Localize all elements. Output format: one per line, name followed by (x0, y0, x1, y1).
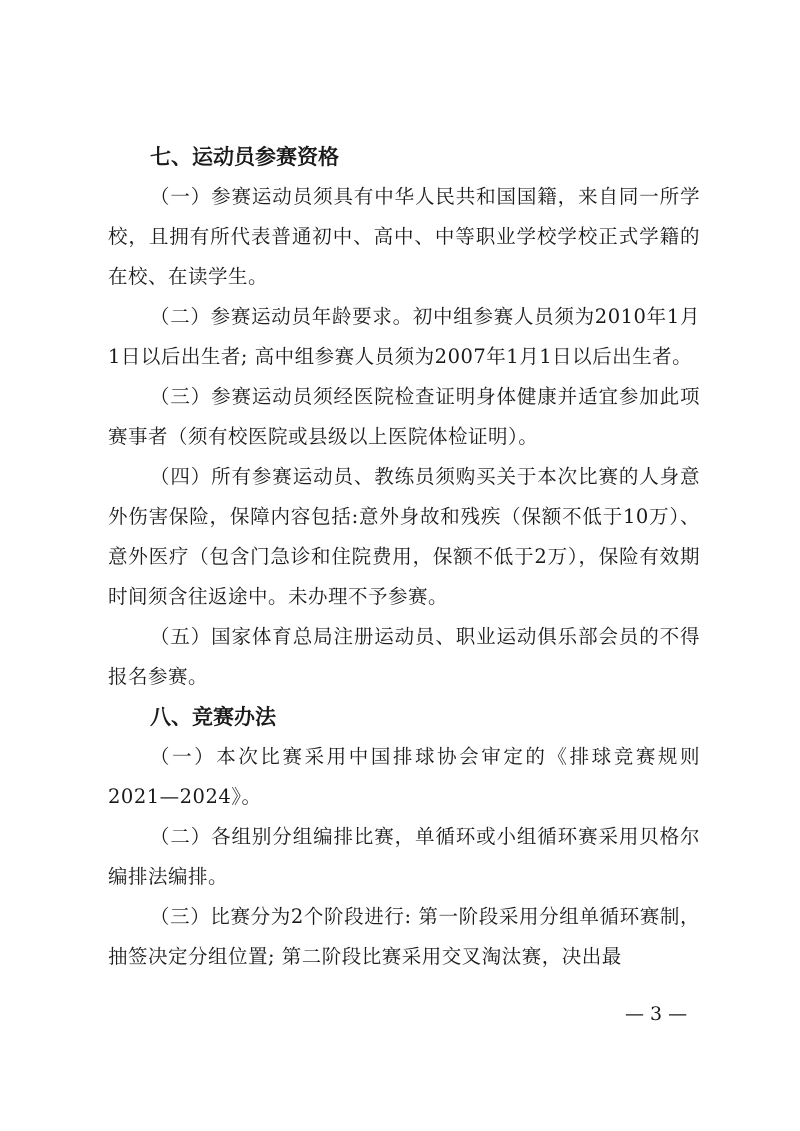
method-paragraph-2: （二）各组别分组编排比赛，单循环或小组循环赛采用贝格尔编排法编排。 (108, 825, 700, 888)
eligibility-paragraph-4: （四）所有参赛运动员、教练员须购买关于本次比赛的人身意外伤害保险，保障内容包括:意外身故和残疾（保额不低于10万）、意外医疗（包含门急诊和住院费用，保额不低于2万），保险有效期时间须含往返途中。未办理不予参赛。 (108, 465, 700, 608)
section-heading-competition-method: 八、竞赛办法 (150, 705, 276, 729)
method-paragraph-3: （三）比赛分为2个阶段进行: 第一阶段采用分组单循环赛制，抽签决定分组位置; 第二阶段比赛采用交叉淘汰赛，决出最 (108, 905, 700, 968)
eligibility-paragraph-3: （三）参赛运动员须经医院检查证明身体健康并适宜参加此项赛事者（须有校医院或县级以上医院体检证明）。 (108, 385, 700, 448)
eligibility-paragraph-2: （二）参赛运动员年龄要求。初中组参赛人员须为2010年1月1日以后出生者; 高中组参赛人员须为2007年1月1日以后出生者。 (108, 305, 700, 368)
document-body (108, 137, 700, 977)
page-number: — 3 — (625, 1003, 688, 1025)
method-paragraph-1: （一）本次比赛采用中国排球协会审定的《排球竞赛规则2021—2024》。 (108, 745, 700, 808)
eligibility-paragraph-1: （一）参赛运动员须具有中华人民共和国国籍，来自同一所学校，且拥有所代表普通初中、高中、中等职业学校学校正式学籍的在校、在读学生。 (108, 185, 700, 288)
section-heading-eligibility: 七、运动员参赛资格 (150, 145, 339, 169)
eligibility-paragraph-5: （五）国家体育总局注册运动员、职业运动俱乐部会员的不得报名参赛。 (108, 625, 700, 688)
